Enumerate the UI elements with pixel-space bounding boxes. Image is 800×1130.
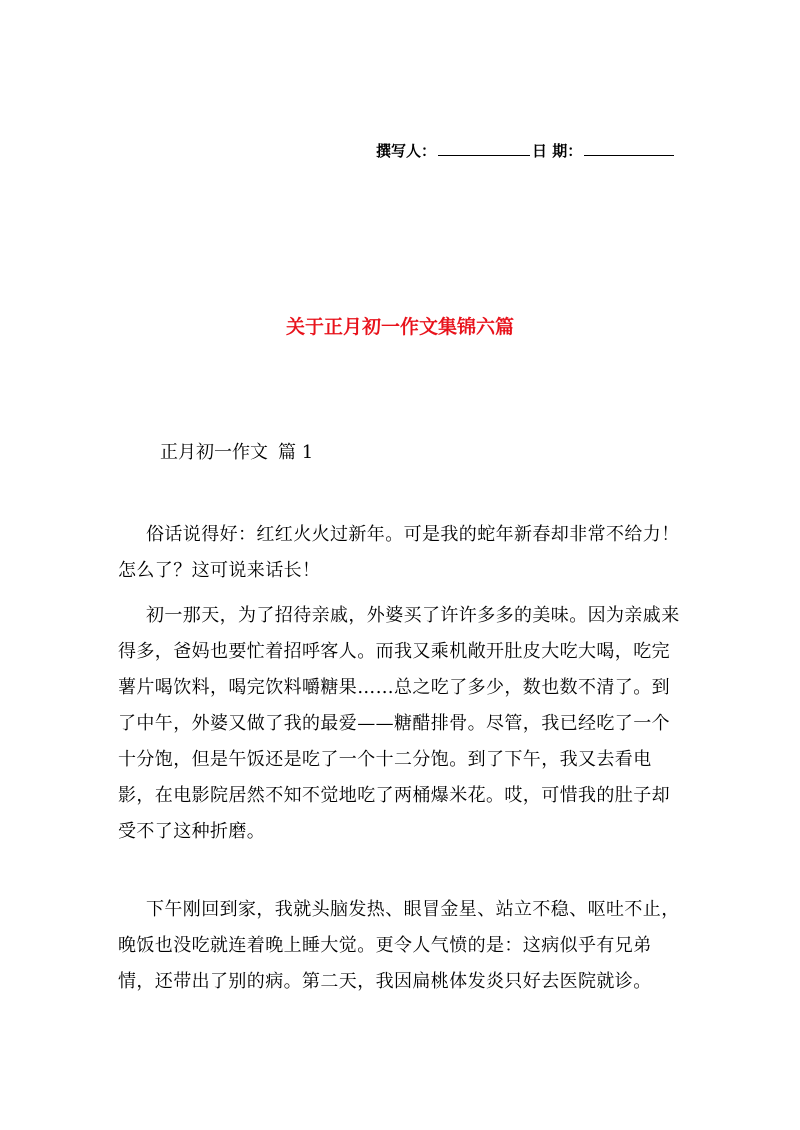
paragraph-3: 下午刚回到家，我就头脑发热、眼冒金星、站立不稳、呕吐不止，晚饭也没吃就连着晚上睡大觉。更令人气愤的是：这病似乎有兄弟情，还带出了别的病。第二天，我因扁桃体发炎只好去医院就诊。 [118,899,680,992]
section-heading-text: 正月初一作文 [160,442,268,463]
document-title: 关于正月初一作文集锦六篇 [285,316,514,338]
date-blank [584,140,674,156]
date-label: 日 期： [532,142,583,160]
section-heading [160,440,313,466]
author-date-line [376,140,686,162]
paragraph-2: 初一那天，为了招待亲戚，外婆买了许许多多的美味。因为亲戚来得多，爸妈也要忙着招呼客人。而我又乘机敞开肚皮大吃大喝，吃完薯片喝饮料，喝完饮料嚼糖果……总之吃了多少，数也数不清了。到了中午，外婆又做了我的最爱——糖醋排骨。尽管，我已经吃了一个十分饱，但是午饭还是吃了一个十二分饱。到了下午，我又去看电影，在电影院居然不知不觉地吃了两桶爆米花。哎，可惜我的肚子却受不了这种折磨。 [118,605,680,842]
section-number: 篇 1 [278,442,314,463]
author-label: 撰写人： [376,142,437,160]
paragraph-1: 俗话说得好：红红火火过新年。可是我的蛇年新春却非常不给力！怎么了？这可说来话长！ [118,524,680,581]
author-blank [438,140,530,156]
